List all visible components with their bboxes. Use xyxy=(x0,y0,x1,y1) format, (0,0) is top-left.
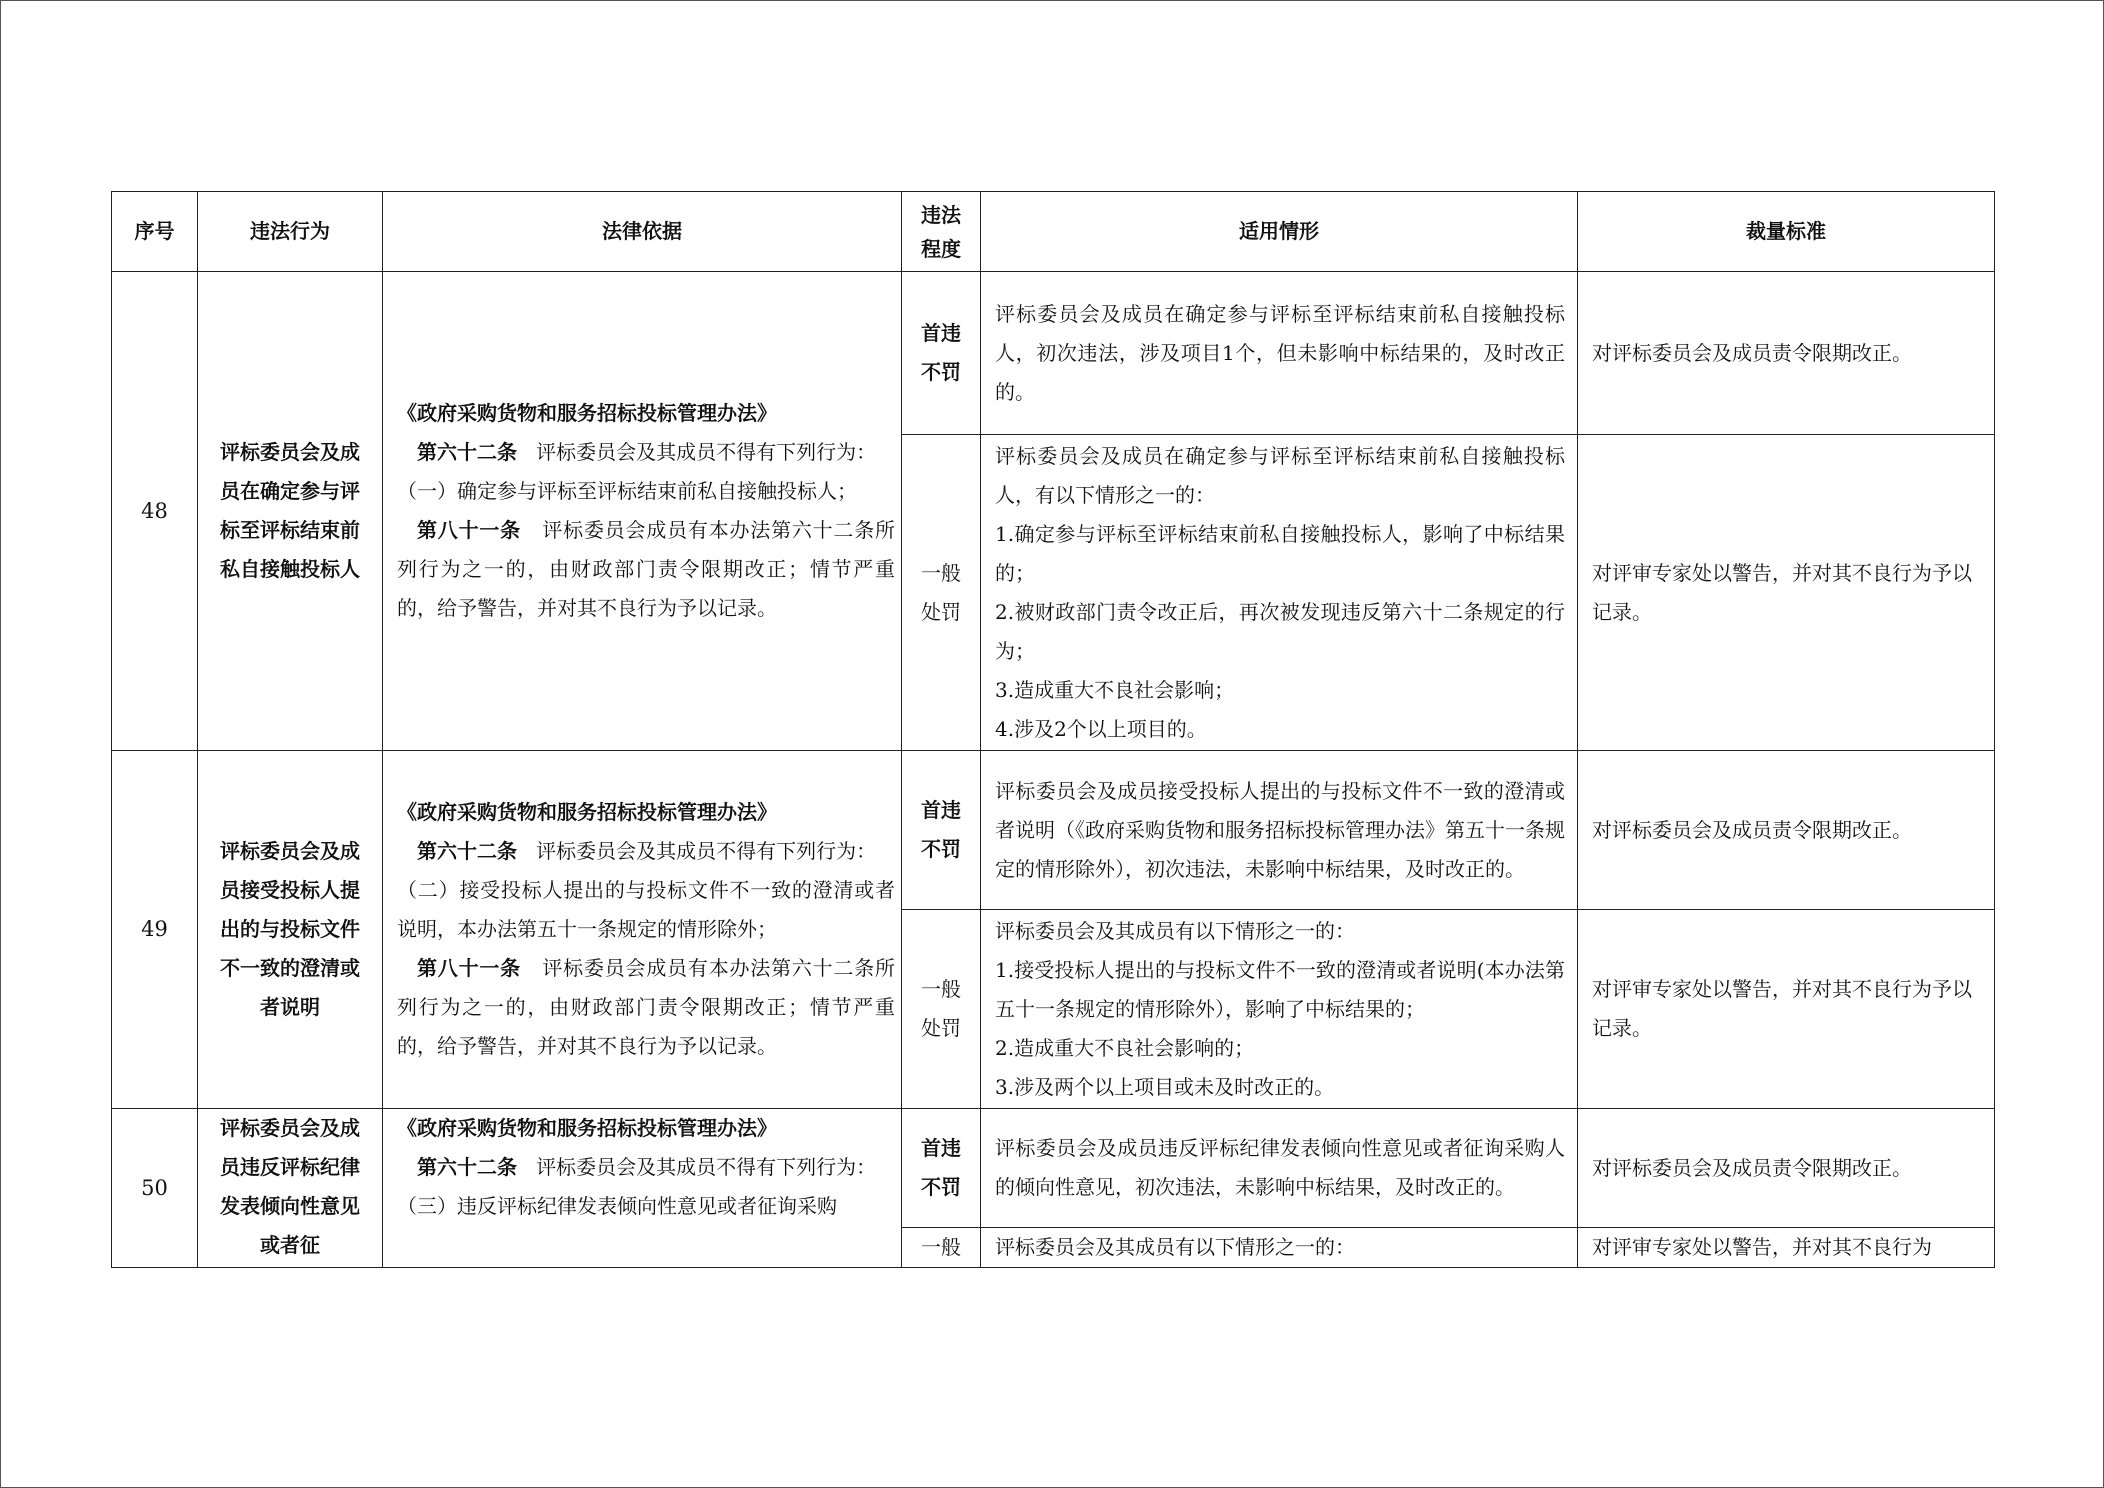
standard: 对评标委员会及成员责令限期改正。 xyxy=(1578,272,1995,435)
situation-line: 评标委员会及成员违反评标纪律发表倾向性意见或者征询采购人的倾向性意见，初次违法，未影响中标结果，及时改正的。 xyxy=(995,1136,1565,1199)
article-item: （二）接受投标人提出的与投标文件不一致的澄清或者说明，本办法第五十一条规定的情形除外； xyxy=(397,878,895,941)
situation-line: 2.被财政部门责令改正后，再次被发现违反第六十二条规定的行为； xyxy=(995,599,1565,663)
article-label: 第六十二条 xyxy=(417,1155,517,1179)
situation xyxy=(981,1109,1578,1228)
article-label: 第八十一条 xyxy=(417,518,521,542)
degree-line1: 首违 xyxy=(921,321,961,345)
situation-line: 评标委员会及成员在确定参与评标至评标结束前私自接触投标人，初次违法，涉及项目1个，但未影响中标结果的，及时改正的。 xyxy=(995,301,1565,404)
degree-line2: 不罚 xyxy=(921,1175,961,1199)
degree-line2: 处罚 xyxy=(921,1016,961,1040)
situation-line: 评标委员会及其成员有以下情形之一的： xyxy=(995,1235,1355,1259)
legal-basis xyxy=(383,751,902,1109)
header-degree-line2: 程度 xyxy=(921,236,961,261)
violation-behavior: 评标委员会及成员在确定参与评标至评标结束前私自接触投标人 xyxy=(198,272,383,751)
table-row xyxy=(112,272,1995,435)
situation-line: 3.涉及两个以上项目或未及时改正的。 xyxy=(995,1074,1335,1099)
situation-line: 评标委员会及成员接受投标人提出的与投标文件不一致的澄清或者说明（《政府采购货物和服务招标投标管理办法》第五十一条规定的情形除外），初次违法，未影响中标结果，及时改正的。 xyxy=(995,778,1565,881)
header-law: 法律依据 xyxy=(383,192,902,272)
degree-line2: 处罚 xyxy=(921,599,961,624)
situation-line: 评标委员会及成员在确定参与评标至评标结束前私自接触投标人，有以下情形之一的： xyxy=(995,443,1565,507)
situation-line: 2.造成重大不良社会影响的； xyxy=(995,1035,1255,1060)
header-behavior: 违法行为 xyxy=(198,192,383,272)
standard: 对评标委员会及成员责令限期改正。 xyxy=(1578,751,1995,910)
header-num: 序号 xyxy=(112,192,198,272)
violation-behavior: 评标委员会及成员违反评标纪律发表倾向性意见或者征 xyxy=(198,1109,383,1268)
table-header-row xyxy=(112,192,1995,272)
law-title: 《政府采购货物和服务招标投标管理办法》 xyxy=(397,800,777,824)
row-number: 50 xyxy=(112,1109,198,1268)
header-situation: 适用情形 xyxy=(981,192,1578,272)
degree-general xyxy=(902,1228,981,1268)
article-text: 评标委员会及其成员不得有下列行为： xyxy=(536,440,877,464)
law-title: 《政府采购货物和服务招标投标管理办法》 xyxy=(397,1116,777,1140)
degree-line1: 首违 xyxy=(921,798,961,822)
article-text: 评标委员会成员有本办法第六十二条所列行为之一的，由财政部门责令限期改正；情节严重的，给予警告，并对其不良行为予以记录。 xyxy=(397,518,896,620)
degree-line2: 不罚 xyxy=(921,360,961,384)
situation xyxy=(981,272,1578,435)
article-text: 评标委员会及其成员不得有下列行为： xyxy=(536,839,877,863)
situation-line: 1.确定参与评标至评标结束前私自接触投标人，影响了中标结果的； xyxy=(995,521,1565,585)
article-label: 第六十二条 xyxy=(417,839,517,863)
header-degree xyxy=(902,192,981,272)
situation-line: 评标委员会及其成员有以下情形之一的： xyxy=(995,918,1355,943)
situation xyxy=(981,910,1578,1109)
law-title: 《政府采购货物和服务招标投标管理办法》 xyxy=(397,401,777,425)
degree-first-offense xyxy=(902,751,981,910)
situation-line: 3.造成重大不良社会影响； xyxy=(995,677,1235,702)
article-text: 评标委员会及其成员不得有下列行为： xyxy=(536,1155,877,1179)
standard: 对评审专家处以警告，并对其不良行为予以记录。 xyxy=(1578,910,1995,1109)
violation-behavior: 评标委员会及成员接受投标人提出的与投标文件不一致的澄清或者说明 xyxy=(198,751,383,1109)
article-label: 第六十二条 xyxy=(417,440,517,464)
article-text: 评标委员会成员有本办法第六十二条所列行为之一的，由财政部门责令限期改正；情节严重的，给予警告，并对其不良行为予以记录。 xyxy=(397,956,896,1058)
situation xyxy=(981,751,1578,910)
row-number: 49 xyxy=(112,751,198,1109)
situation-line: 4.涉及2个以上项目的。 xyxy=(995,716,1207,741)
header-standard: 裁量标准 xyxy=(1578,192,1995,272)
degree-general xyxy=(902,435,981,751)
degree-line1: 一般 xyxy=(921,560,961,585)
situation xyxy=(981,435,1578,751)
situation-line: 1.接受投标人提出的与投标文件不一致的澄清或者说明(本办法第五十一条规定的情形除外），影响了中标结果的； xyxy=(995,957,1565,1021)
table-row xyxy=(112,751,1995,910)
degree-general xyxy=(902,910,981,1109)
degree-line1: 一般 xyxy=(921,1235,961,1259)
legal-basis xyxy=(383,1109,902,1268)
article-item: （一）确定参与评标至评标结束前私自接触投标人； xyxy=(397,479,857,503)
article-item: （三）违反评标纪律发表倾向性意见或者征询采购 xyxy=(397,1194,837,1218)
situation xyxy=(981,1228,1578,1268)
row-number: 48 xyxy=(112,272,198,751)
legal-basis xyxy=(383,272,902,751)
degree-line1: 一般 xyxy=(921,977,961,1001)
degree-line2: 不罚 xyxy=(921,837,961,861)
standard: 对评审专家处以警告，并对其不良行为予以记录。 xyxy=(1578,435,1995,751)
standard: 对评标委员会及成员责令限期改正。 xyxy=(1578,1109,1995,1228)
penalty-standards-table xyxy=(111,191,1995,1268)
degree-first-offense xyxy=(902,272,981,435)
degree-first-offense xyxy=(902,1109,981,1228)
standard: 对评审专家处以警告，并对其不良行为 xyxy=(1578,1228,1995,1268)
degree-line1: 首违 xyxy=(921,1136,961,1160)
header-degree-line1: 违法 xyxy=(921,202,961,227)
table-row xyxy=(112,1109,1995,1228)
article-label: 第八十一条 xyxy=(417,956,521,980)
